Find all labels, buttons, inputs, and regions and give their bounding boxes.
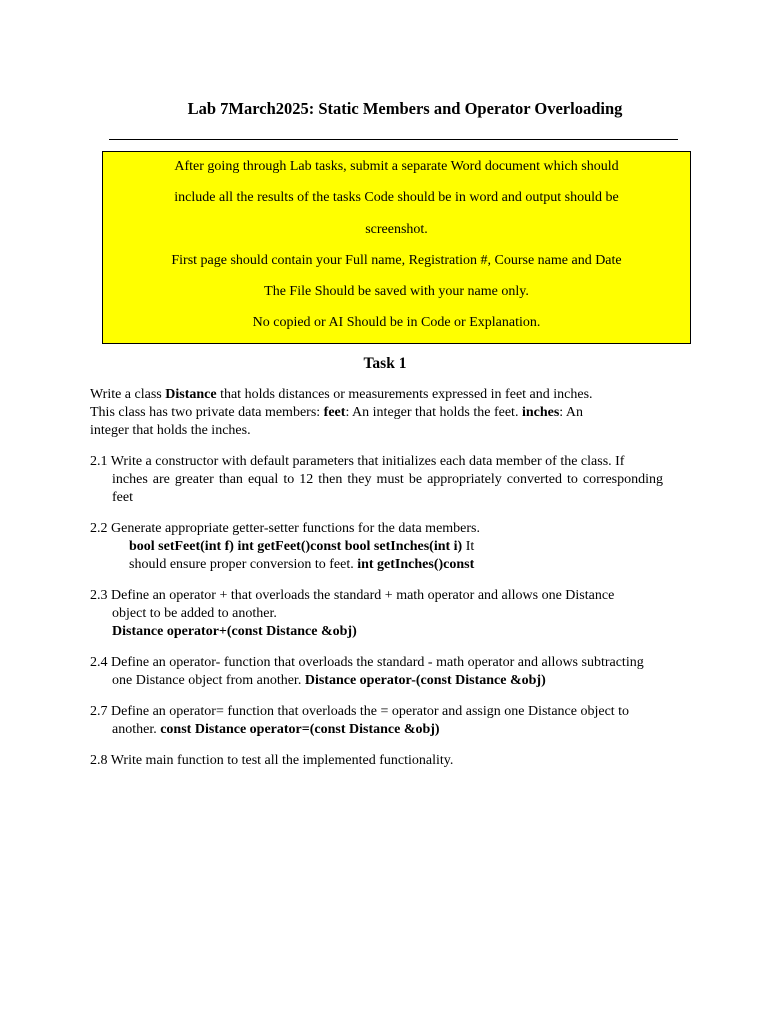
member-name: inches: [521, 405, 560, 420]
notice-line: After going through Lab tasks, submit a separate Word document which should: [174, 159, 619, 174]
item-2-7: [90, 703, 678, 739]
notice-line: First page should contain your Full name, Registration #, Course name and Date: [171, 252, 622, 268]
function-signature: int getInches()const: [357, 557, 475, 572]
item-text: should ensure proper conversion to feet.: [129, 557, 358, 572]
item-2-4: [90, 654, 678, 690]
intro-text: This class has two private data members:: [90, 405, 324, 420]
item-text: inches are greater than equal to 12 then they must be appropriately converted to corresponding feet: [112, 472, 663, 505]
item-2-1: [90, 453, 678, 507]
item-text: another.: [112, 722, 161, 737]
task-intro: [90, 386, 678, 440]
function-signature: bool setFeet(int f) int getFeet()const bool setInches(int i): [129, 539, 463, 554]
notice-line: include all the results of the tasks Code should be in word and output should be: [174, 190, 619, 206]
page-title: Lab 7March2025: Static Members and Operator Overloading: [187, 99, 623, 118]
notice-line: The File Should be saved with your name only.: [264, 284, 529, 300]
title-divider: [109, 139, 678, 140]
function-signature: const Distance operator=(const Distance &obj): [160, 722, 440, 737]
intro-text: : An integer that holds the feet.: [345, 405, 522, 420]
item-2-3: [90, 587, 678, 641]
function-signature: Distance operator-(const Distance &obj): [304, 673, 546, 688]
class-name: Distance: [165, 387, 217, 402]
notice-line: screenshot.: [365, 221, 428, 237]
function-signature: Distance operator+(const Distance &obj): [112, 624, 357, 639]
intro-text: that holds distances or measurements expressed in feet and inches.: [216, 387, 593, 402]
task-heading: Task 1: [363, 355, 407, 372]
item-text: 2.2 Generate appropriate getter-setter functions for the data members.: [90, 521, 480, 536]
item-text: 2.7 Define an operator= function that overloads the = operator and assign one Distance object to: [90, 704, 630, 719]
intro-text: Write a class: [90, 387, 166, 402]
item-2-8: [90, 752, 678, 770]
item-text: 2.4 Define an operator- function that overloads the standard - math operator and allows subtracting: [90, 655, 644, 670]
intro-text: : An: [559, 405, 584, 420]
item-2-2: [90, 520, 678, 574]
item-text: 2.8 Write main function to test all the implemented functionality.: [90, 753, 454, 768]
task-content: [90, 386, 678, 783]
member-name: feet: [323, 405, 346, 420]
item-text: one Distance object from another.: [112, 673, 305, 688]
item-text: object to be added to another.: [112, 606, 277, 621]
submission-notice-box: [102, 151, 691, 344]
item-text: 2.3 Define an operator + that overloads the standard + math operator and allows one Distance: [90, 588, 615, 603]
notice-line: No copied or AI Should be in Code or Explanation.: [252, 315, 541, 331]
item-text: It: [462, 539, 475, 554]
item-text: 2.1 Write a constructor with default parameters that initializes each data member of the class. If: [90, 454, 625, 469]
intro-text: integer that holds the inches.: [90, 423, 251, 438]
